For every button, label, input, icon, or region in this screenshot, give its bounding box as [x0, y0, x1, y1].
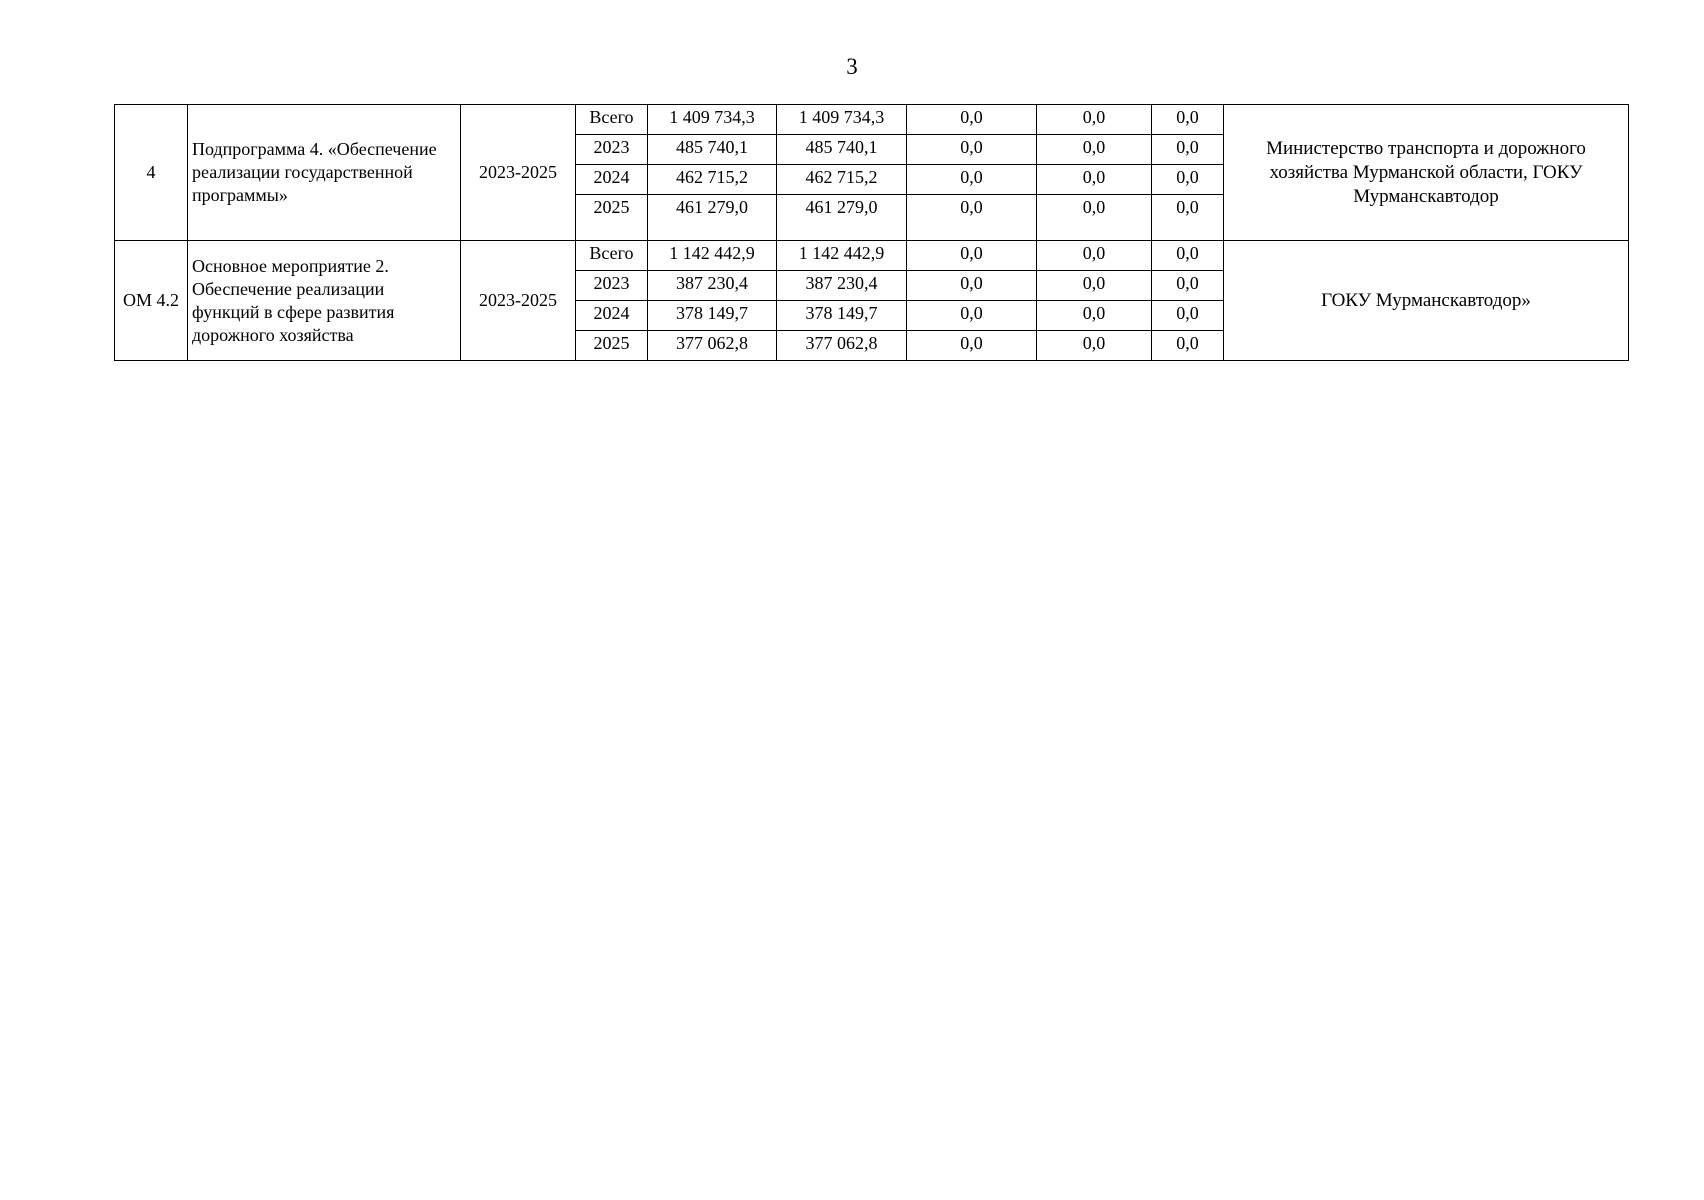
local-budget-value: 0,0: [1037, 105, 1152, 135]
executor: ГОКУ Мурманскавтодор»: [1224, 241, 1629, 361]
row-number: 4: [115, 105, 188, 241]
total-value: 462 715,2: [648, 165, 777, 195]
federal-budget-value: 0,0: [907, 241, 1037, 271]
local-budget-value: 0,0: [1037, 195, 1152, 241]
total-value: 461 279,0: [648, 195, 777, 241]
regional-budget-value: 387 230,4: [777, 271, 907, 301]
other-sources-value: 0,0: [1152, 331, 1224, 361]
program-name: Основное мероприятие 2. Обеспечение реализации функций в сфере развития дорожного хозяйства: [188, 241, 461, 361]
executor: Министерство транспорта и дорожного хозяйства Мурманской области, ГОКУ Мурманскавтодор: [1224, 105, 1629, 241]
federal-budget-value: 0,0: [907, 105, 1037, 135]
other-sources-value: 0,0: [1152, 135, 1224, 165]
local-budget-value: 0,0: [1037, 331, 1152, 361]
other-sources-value: 0,0: [1152, 301, 1224, 331]
page-number: 3: [846, 54, 858, 79]
total-value: 387 230,4: [648, 271, 777, 301]
regional-budget-value: 462 715,2: [777, 165, 907, 195]
year-label: 2023: [576, 271, 648, 301]
other-sources-value: 0,0: [1152, 195, 1224, 241]
year-label: 2025: [576, 331, 648, 361]
year-label: Всего: [576, 241, 648, 271]
federal-budget-value: 0,0: [907, 331, 1037, 361]
federal-budget-value: 0,0: [907, 135, 1037, 165]
total-value: 1 409 734,3: [648, 105, 777, 135]
total-value: 378 149,7: [648, 301, 777, 331]
local-budget-value: 0,0: [1037, 135, 1152, 165]
period: 2023-2025: [461, 105, 576, 241]
year-label: Всего: [576, 105, 648, 135]
local-budget-value: 0,0: [1037, 271, 1152, 301]
total-value: 485 740,1: [648, 135, 777, 165]
local-budget-value: 0,0: [1037, 301, 1152, 331]
regional-budget-value: 1 142 442,9: [777, 241, 907, 271]
local-budget-value: 0,0: [1037, 241, 1152, 271]
row-number: ОМ 4.2: [115, 241, 188, 361]
other-sources-value: 0,0: [1152, 271, 1224, 301]
other-sources-value: 0,0: [1152, 105, 1224, 135]
table-row: [115, 105, 1629, 135]
regional-budget-value: 461 279,0: [777, 195, 907, 241]
federal-budget-value: 0,0: [907, 195, 1037, 241]
funding-table: [114, 104, 1629, 361]
regional-budget-value: 485 740,1: [777, 135, 907, 165]
federal-budget-value: 0,0: [907, 301, 1037, 331]
local-budget-value: 0,0: [1037, 165, 1152, 195]
program-name: Подпрограмма 4. «Обеспечение реализации государственной программы»: [188, 105, 461, 241]
period: 2023-2025: [461, 241, 576, 361]
total-value: 377 062,8: [648, 331, 777, 361]
other-sources-value: 0,0: [1152, 165, 1224, 195]
total-value: 1 142 442,9: [648, 241, 777, 271]
other-sources-value: 0,0: [1152, 241, 1224, 271]
year-label: 2024: [576, 165, 648, 195]
regional-budget-value: 1 409 734,3: [777, 105, 907, 135]
year-label: 2025: [576, 195, 648, 241]
federal-budget-value: 0,0: [907, 165, 1037, 195]
table-row: [115, 241, 1629, 271]
federal-budget-value: 0,0: [907, 271, 1037, 301]
year-label: 2023: [576, 135, 648, 165]
regional-budget-value: 378 149,7: [777, 301, 907, 331]
regional-budget-value: 377 062,8: [777, 331, 907, 361]
year-label: 2024: [576, 301, 648, 331]
